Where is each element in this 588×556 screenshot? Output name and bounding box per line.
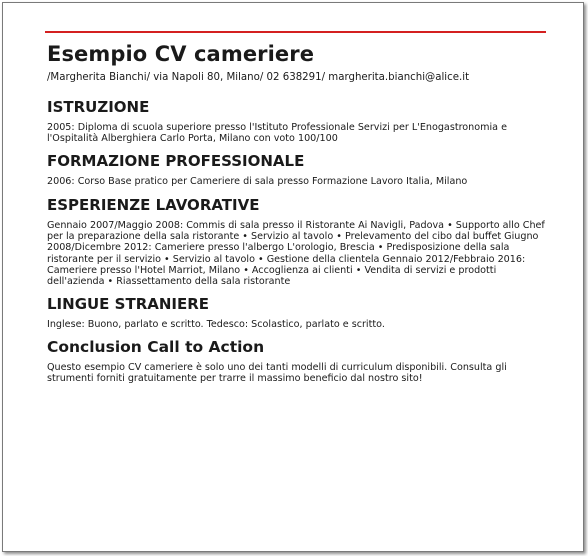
section-heading-conclusion: Conclusion Call to Action xyxy=(47,337,265,356)
section-heading-formazione: FORMAZIONE PROFESSIONALE xyxy=(47,152,305,171)
document-title: Esempio CV cameriere xyxy=(47,42,315,66)
section-heading-lingue: LINGUE STRANIERE xyxy=(47,294,210,313)
header-accent-rule xyxy=(45,31,546,33)
cv-content xyxy=(47,39,545,384)
section-body-formazione: 2006: Corso Base pratico per Cameriere di sala presso Formazione Lavoro Italia, Milano xyxy=(47,176,468,188)
section-body-esperienze: Gennaio 2007/Maggio 2008: Commis di sala presso il Ristorante Ai Navigli, Padova • Supporto allo Chef per la preparazione della sala ristorante • Servizio al tavolo • Prelevamento del cibo dal buffet Giugno 2008/Dicembre 2012: Cameriere presso l'albergo L'orologio, Brescia • Predisposizione della sala ristorante per il servizio • Servizio al tavolo • Gestione della clientela Gennaio 2012/Febbraio 2016: Cameriere presso l'Hotel Marriot, Milano • Accoglienza ai clienti • Vendita di servizi e prodotti dell'azienda • Riassettamento della sala ristorante xyxy=(47,220,545,287)
document-page xyxy=(2,2,584,552)
section-heading-istruzione: ISTRUZIONE xyxy=(47,98,150,116)
section-heading-esperienze: ESPERIENZE LAVORATIVE xyxy=(47,196,260,215)
section-body-istruzione: 2005: Diploma di scuola superiore presso l'Istituto Professionale Servizi per L'Enogastronomia e l'Ospitalità Alberghiera Carlo Porta, Milano con voto 100/100 xyxy=(47,122,507,145)
section-body-conclusion: Questo esempio CV cameriere è solo uno dei tanti modelli di curriculum disponibili. Consulta gli strumenti forniti gratuitamente per trarre il massimo beneficio dal nostro sito! xyxy=(47,361,507,385)
contact-line: /Margherita Bianchi/ via Napoli 80, Milano/ 02 638291/ margherita.bianchi@alice.it xyxy=(47,72,470,83)
section-body-lingue: Inglese: Buono, parlato e scritto. Tedesco: Scolastico, parlato e scritto. xyxy=(47,318,385,330)
